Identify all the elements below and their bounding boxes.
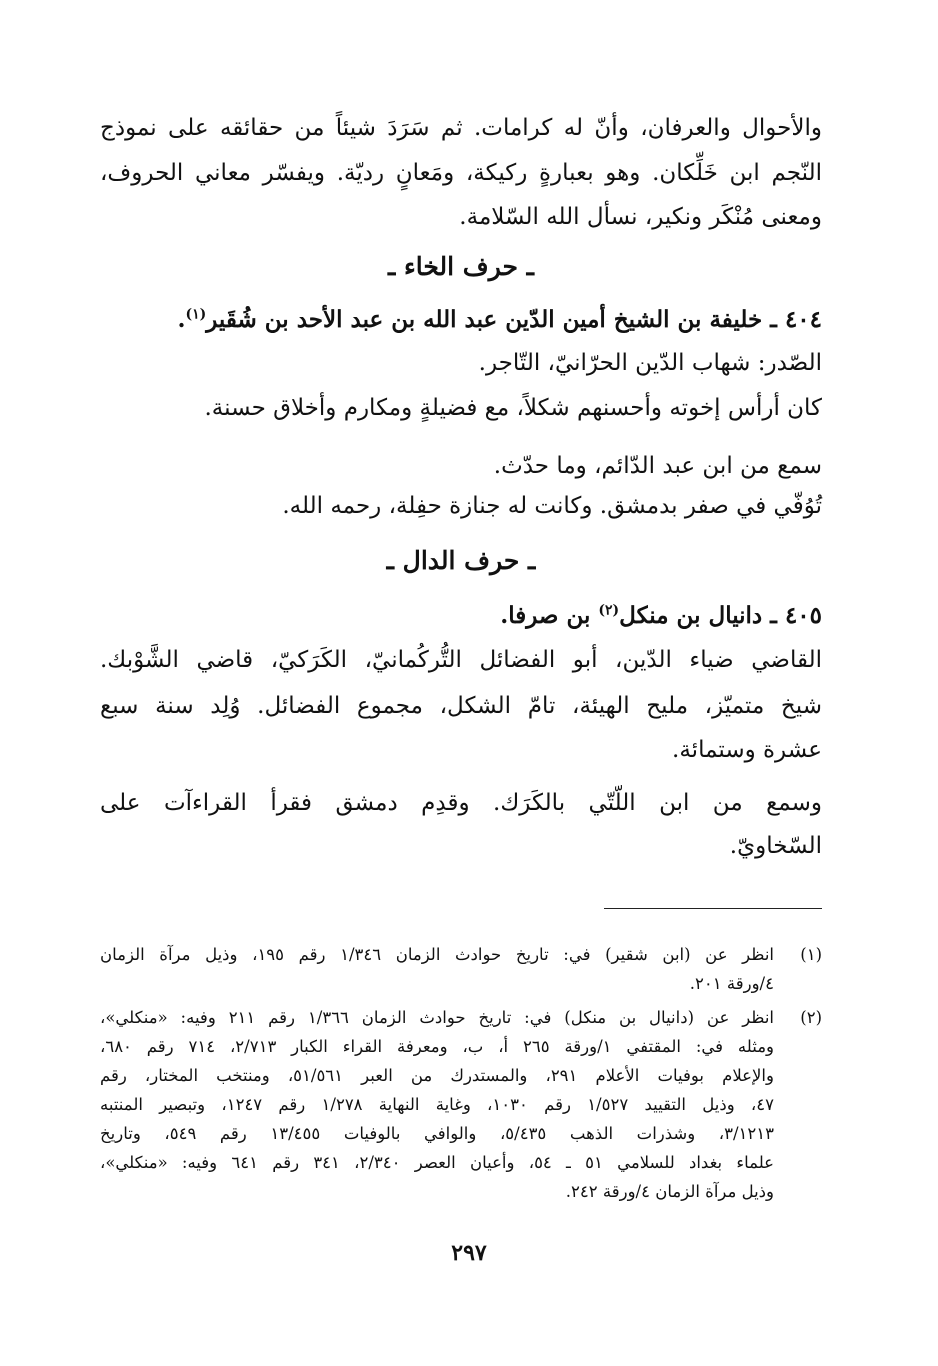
footnote-line: ٣/١٢١٣، وشذرات الذهب ٥/٤٣٥، والوافي بالوفيات ١٣/٤٥٥ رقم ٥٤٩، وتاريخ bbox=[100, 1124, 774, 1143]
footnote-line: ٤/ورقة ٢٠١. bbox=[689, 974, 774, 993]
footnote-line: انظر عن (ابن شقير) في: تاريخ حوادث الزمان ١/٣٤٦ رقم ١٩٥، وذيل مرآة الزمان bbox=[100, 945, 774, 964]
footnote-line: والإعلام بوفيات الأعلام ٢٩١، والمستدرك من العبر ٥١/٥٦١، ومنتخب المختار، رقم bbox=[100, 1066, 774, 1085]
entry-404-title bbox=[100, 302, 822, 338]
entry-405-title bbox=[100, 598, 822, 634]
entry-404-line: الصّدر: شهاب الدّين الحرّانيّ، التّاجر. bbox=[478, 350, 822, 376]
entry-404-line: كان أرأس إخوته وأحسنهم شكلاً، مع فضيلةٍ ومكارم وأخلاق حسنة. bbox=[204, 395, 822, 421]
footnote-2 bbox=[100, 1005, 822, 1225]
footnote-line: وذيل مرآة الزمان ٤/ورقة ٢٤٢. bbox=[565, 1182, 774, 1201]
footnote-ref-1[interactable]: (١) bbox=[185, 306, 207, 323]
entry-405-title-end: بن صرفا. bbox=[500, 602, 599, 629]
intro-line: النّجم ابن خَلِّكان. وهو بعبارةٍ ركيكة، ومَعانٍ رديّة. ويفسّر معاني الحروف، bbox=[100, 160, 822, 186]
entry-405-line: وسمع من ابن اللّتّي بالكَرَك. وقدِم دمشق فقرأ القراءآت على bbox=[100, 790, 822, 816]
section-heading-kha: ـ حرف الخاء ـ bbox=[388, 252, 534, 281]
entry-405-line: شيخ متميّز، مليح الهيئة، تامّ الشكل، مجموع الفضائل. وُلِد سنة سبع bbox=[100, 693, 822, 719]
entry-405-line: القاضي ضياء الدّين، أبو الفضائل التُّركُمانيّ، الكَرَكيّ، قاضي الشَّوْبك. bbox=[100, 647, 822, 673]
footnote-line: انظر عن (دانيال بن منكل) في: تاريخ حوادث الزمان ١/٣٦٦ رقم ٢١١ وفيه: «منكلي»، bbox=[100, 1008, 775, 1027]
footnote-line: علماء بغداد للسلامي ٥١ ـ ٥٤، وأعيان العصر ٢/٣٤٠، ٣٤١ رقم ٦٤١ وفيه: «منكلي»، bbox=[100, 1153, 775, 1172]
entry-404-line: تُوُفّي في صفر بدمشق. وكانت له جنازة حفِلة، رحمه الله. bbox=[282, 493, 822, 519]
entry-405-line: السّخاويّ. bbox=[729, 833, 822, 859]
entry-404-title-end: . bbox=[177, 306, 186, 333]
entry-405-line: عشرة وستمائة. bbox=[672, 737, 822, 763]
section-heading-dal: ـ حرف الدال ـ bbox=[386, 546, 536, 575]
intro-line: ومعنى مُنْكَر ونكير، نسأل الله السّلامة. bbox=[459, 204, 822, 230]
footnote-separator bbox=[604, 908, 822, 909]
footnote-ref-2[interactable]: (٢) bbox=[598, 602, 620, 619]
footnote-line: ٤٧، وذيل التقييد ١/٥٢٧ رقم ١٠٣٠، وغاية النهاية ١/٢٧٨ رقم ١٢٤٧، وتبصير المنتبه bbox=[100, 1095, 774, 1114]
entry-405-title-text: ٤٠٥ ـ دانيال بن منكل bbox=[619, 602, 822, 629]
footnote-line: ومثله في: المقتفي ١/ورقة ٢٦٥ أ، ب، ومعرفة القراء الكبار ٢/٧١٣، ٧١٤ رقم ٦٨٠، bbox=[100, 1037, 775, 1056]
entry-404-line: سمع من ابن عبد الدّائم، وما حدّث. bbox=[493, 453, 822, 479]
footnote-2-number: (٢) bbox=[800, 1008, 822, 1027]
page-number: ٢٩٧ bbox=[451, 1240, 487, 1266]
entry-404-title-text: ٤٠٤ ـ خليفة بن الشيخ أمين الدّين عبد الله بن عبد الأحد بن شُقَير bbox=[206, 306, 822, 333]
footnote-1 bbox=[100, 942, 822, 998]
intro-line: والأحوال والعرفان، وأنّ له كرامات. ثم سَرَدَ شيئاً من حقائقه على نموذج bbox=[100, 115, 822, 141]
footnote-1-number: (١) bbox=[800, 945, 822, 964]
